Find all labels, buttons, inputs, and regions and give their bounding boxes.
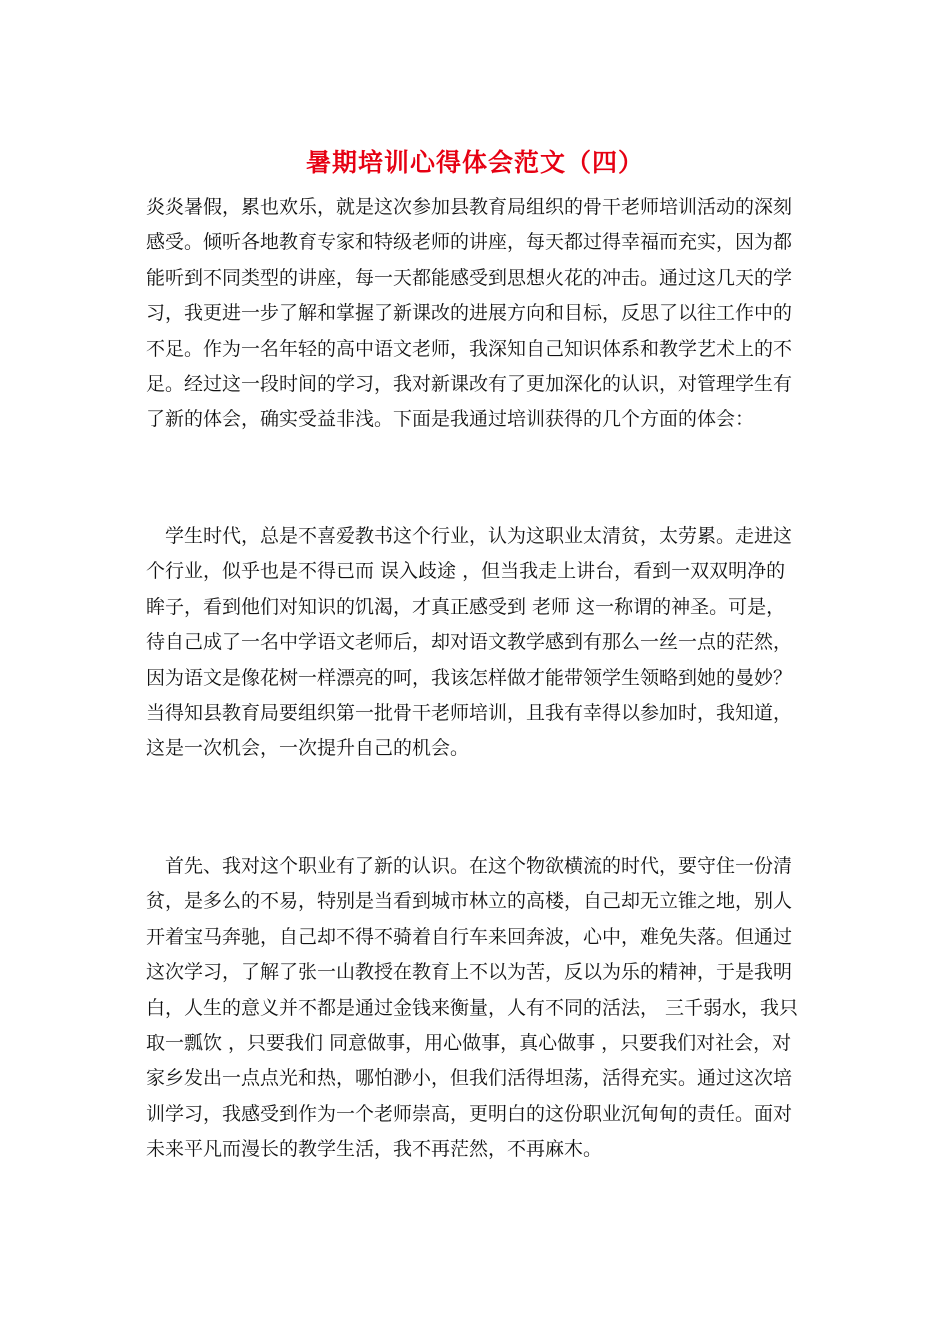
text-line: 首先、我对这个职业有了新的认识。在这个物欲横流的时代，要守住一份清 (146, 855, 793, 877)
text-line: 这次学习，了解了张一山教授在教育上不以为苦，反以为乐的精神，于是我明 (146, 961, 793, 984)
text-line: 习，我更进一步了解和掌握了新课改的进展方向和目标，反思了以往工作中的 (146, 302, 793, 325)
text-line: 炎炎暑假，累也欢乐，就是这次参加县教育局组织的骨干老师培训活动的深刻 (146, 196, 793, 218)
text-line: 不足。作为一名年轻的高中语文老师，我深知自己知识体系和教学艺术上的不 (146, 337, 793, 360)
text-line: 眸子，看到他们对知识的饥渴，才真正感受到 老师 这一称谓的神圣。可是， (146, 595, 786, 618)
text-line: 能听到不同类型的讲座，每一天都能感受到思想火花的冲击。通过这几天的学 (146, 266, 793, 289)
text-line: 学生时代，总是不喜爱教书这个行业，认为这职业太清贫，太劳累。走进这 (146, 525, 793, 547)
text-line: 这是一次机会，一次提升自己的机会。 (146, 737, 470, 760)
text-line: 开着宝马奔驰，自己却不得不骑着自行车来回奔波，心中，难免失落。但通过 (146, 925, 793, 948)
paragraph-intro (146, 190, 792, 438)
text-line: 取一瓢饮 ，只要我们 同意做事，用心做事，真心做事 ，只要我们对社会，对 (146, 1031, 792, 1054)
text-line: 个行业，似乎也是不得已而 误入歧途 ，但当我走上讲台，看到一双双明净的 (146, 560, 786, 583)
text-line: 待自己成了一名中学语文老师后，却对语文教学感到有那么一丝一点的茫然， (146, 631, 793, 654)
text-line: 贫，是多么的不易，特别是当看到城市林立的高楼，自己却无立锥之地，别人 (146, 890, 793, 913)
text-line: 未来平凡而漫长的教学生活，我不再茫然，不再麻木。 (146, 1138, 603, 1161)
text-line: 因为语文是像花树一样漂亮的呵，我该怎样做才能带领学生领略到她的曼妙？ (146, 666, 793, 689)
text-line: 当得知县教育局要组织第一批骨干老师培训，且我有幸得以参加时，我知道， (146, 701, 793, 724)
paragraph-student-days (146, 519, 792, 767)
text-line: 感受。倾听各地教育专家和特级老师的讲座，每天都过得幸福而充实，因为都 (146, 231, 793, 254)
text-line: 白，人生的意义并不都是通过金钱来衡量，人有不同的活法， 三千弱水，我只 (146, 996, 799, 1019)
text-line: 了新的体会，确实受益非浅。下面是我通过培训获得的几个方面的体会： (146, 408, 755, 431)
paragraph-first-point (146, 849, 798, 1168)
document-title: 暑期培训心得体会范文（四） (305, 148, 644, 177)
text-line: 训学习，我感受到作为一个老师崇高，更明白的这份职业沉甸甸的责任。面对 (146, 1102, 793, 1125)
text-line: 足。经过这一段时间的学习，我对新课改有了更加深化的认识，对管理学生有 (146, 372, 793, 395)
text-line: 家乡发出一点点光和热，哪怕渺小，但我们活得坦荡，活得充实。通过这次培 (146, 1067, 793, 1090)
